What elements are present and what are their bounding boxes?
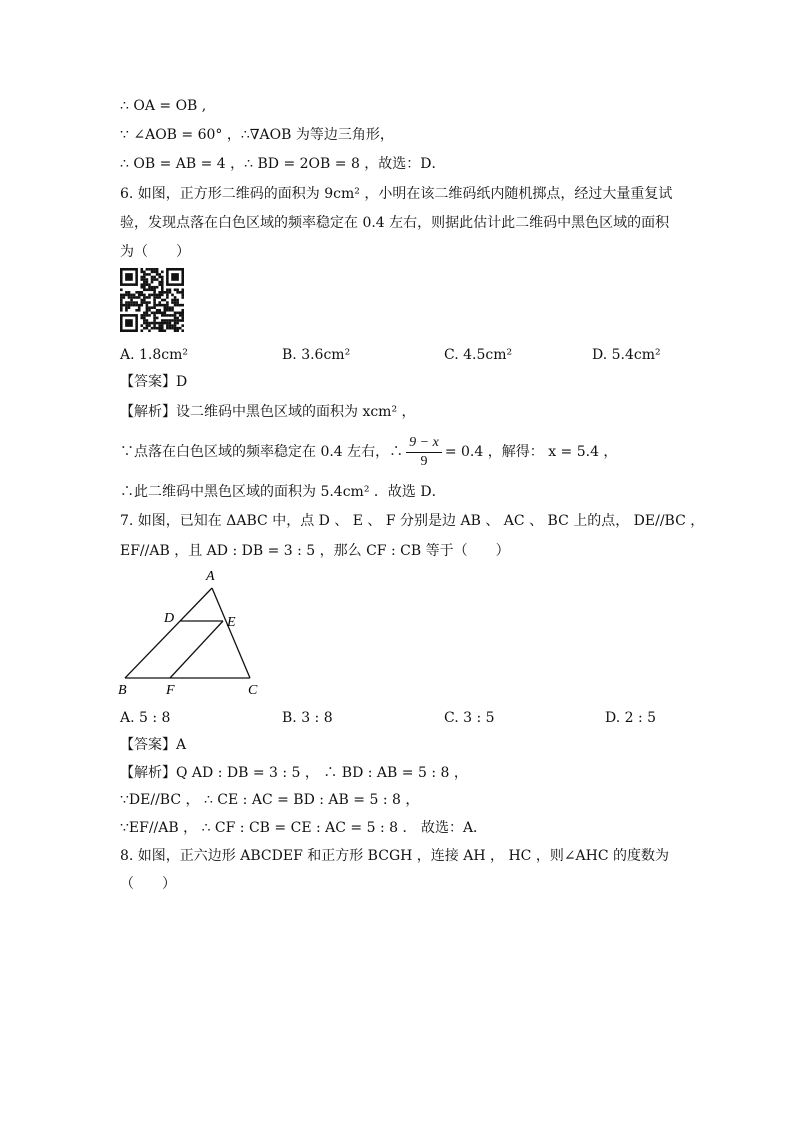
question-8-line-1: 8. 如图，正六边形 ABCDEF 和正方形 BCGH ，连接 AH ， HC ，则∠AHC 的度数为 [120, 848, 670, 864]
solution-line-2: ∵ ∠AOB = 60° ，∴∇AOB 为等边三角形， [120, 127, 394, 143]
label-e: E [227, 615, 236, 630]
q7-answer: 【答案】A [120, 737, 187, 753]
label-c: C [248, 683, 258, 698]
side-ac [212, 588, 250, 678]
solution-line-3: ∴ OB = AB = 4 ，∴ BD = 2OB = 8 ，故选：D． [120, 156, 446, 172]
question-6-line-2: 验，发现点落在白色区域的频率稳定在 0.4 左右，则据此估计此二维码中黑色区域的面积 [120, 215, 670, 231]
q7-option-b: B. 3 : 8 [282, 710, 333, 726]
label-d: D [164, 611, 175, 626]
label-a: A [206, 569, 215, 584]
fraction-numerator: 9 − x [406, 434, 442, 453]
question-8-line-2: （ ） [120, 876, 176, 892]
q6-option-c: C. 4.5cm² [444, 347, 513, 363]
side-ab [125, 588, 212, 678]
q6-option-a: A. 1.8cm² [120, 347, 189, 363]
solution-line-1: ∴ OA = OB , [120, 98, 207, 114]
q7-option-c: C. 3 : 5 [444, 710, 495, 726]
segment-ef [170, 621, 223, 678]
q6-explanation-2 [120, 432, 617, 472]
q7-option-d: D. 2 : 5 [605, 710, 657, 726]
question-6-line-1: 6. 如图，正方形二维码的面积为 9cm² ，小明在该二维码纸内随机掷点，经过大量重复试 [120, 186, 673, 202]
label-f: F [166, 683, 175, 698]
q7-option-a: A. 5 : 8 [120, 710, 171, 726]
fraction-denominator: 9 [420, 453, 428, 469]
triangle-figure [110, 568, 270, 700]
label-b: B [118, 683, 127, 698]
q6-explanation-1: 【解析】设二维码中黑色区域的面积为 xcm² ， [120, 404, 416, 420]
question-6-line-3: 为（ ） [120, 244, 190, 260]
q6-option-b: B. 3.6cm² [282, 347, 351, 363]
q7-explanation-3: ∵EF//AB ， ∴ CF : CB = CE : AC = 5 : 8 ． 故选：A． [120, 820, 488, 836]
q7-explanation-2: ∵DE//BC ， ∴ CE : AC = BD : AB = 5 : 8 ， [120, 792, 420, 808]
qr-code-icon [120, 268, 184, 332]
q6-explanation-2-prefix: ∵点落在白色区域的频率稳定在 0.4 左右，∴ [120, 444, 404, 460]
q6-explanation-2-suffix: = 0.4 ，解得： x = 5.4 ， [444, 444, 618, 460]
fraction [406, 434, 442, 471]
q6-answer: 【答案】D [120, 374, 188, 390]
q6-option-d: D. 5.4cm² [592, 347, 661, 363]
question-7-line-1: 7. 如图，已知在 ΔABC 中，点 D 、 E 、 F 分别是边 AB 、 AC 、 BC 上的点， DE//BC ， [120, 513, 705, 529]
q7-explanation-1: 【解析】Q AD : DB = 3 : 5 ， ∴ BD : AB = 5 : 8 ， [120, 765, 468, 781]
q6-explanation-3: ∴此二维码中黑色区域的面积为 5.4cm² ．故选 D． [120, 484, 446, 500]
question-7-line-2: EF//AB ，且 AD : DB = 3 : 5 ，那么 CF : CB 等于（ ） [120, 543, 510, 559]
